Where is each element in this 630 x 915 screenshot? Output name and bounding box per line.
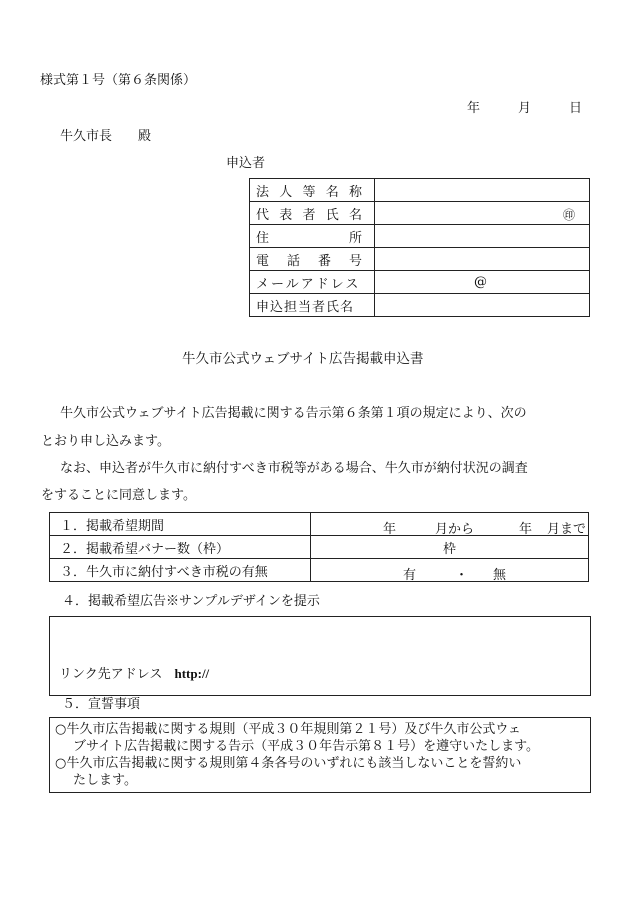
- date-year-label: 年: [467, 101, 481, 116]
- details-row-tax: [50, 559, 589, 582]
- representative-name-label: [250, 202, 375, 225]
- date-day-label: 日: [569, 101, 583, 116]
- link-address-label: リンク先アドレス: [59, 667, 163, 682]
- link-address-value[interactable]: http://: [174, 666, 210, 681]
- label-char: 所: [348, 230, 362, 246]
- details-row-banner-count: [50, 536, 589, 559]
- representative-name-field[interactable]: [375, 202, 590, 225]
- pledge-item: [55, 721, 539, 789]
- label-char: 等: [302, 184, 316, 200]
- period-field[interactable]: [311, 513, 589, 536]
- pledge-item-line: ブサイト広告掲載に関する告示（平成３０年告示第８１号）を遵守いたします。: [73, 739, 540, 754]
- date-month-label: 月: [518, 101, 532, 116]
- applicant-label: 申込者: [226, 156, 266, 171]
- email-label: メールアドレス: [250, 271, 375, 294]
- address-label: [250, 225, 375, 248]
- separator-dot: ・: [455, 568, 469, 583]
- phone-number-field[interactable]: [375, 248, 590, 271]
- applicant-row-corporation: [250, 179, 590, 202]
- phone-number-label: [250, 248, 375, 271]
- corporation-name-field[interactable]: [375, 179, 590, 202]
- pledge-item-line: ○牛久市広告掲載に関する規則第４条各号のいずれにも該当しないことを誓約い: [55, 756, 522, 771]
- contact-person-label: 申込担当者氏名: [250, 294, 375, 317]
- tax-status-label: ３．牛久市に納付すべき市税の有無: [50, 559, 311, 582]
- banner-count-field[interactable]: 枠: [311, 536, 589, 559]
- pledge-item-line: たします。: [73, 773, 137, 788]
- body-line-3: なお、申込者が牛久市に納付すべき市税等がある場合、牛久市が納付状況の調査: [60, 461, 528, 476]
- details-table: [49, 512, 589, 582]
- label-char: 人: [279, 184, 293, 200]
- applicant-table: [249, 178, 590, 317]
- form-number: 様式第１号（第６条関係）: [40, 73, 197, 88]
- period-month-from: 月から: [435, 522, 475, 537]
- section4-label: ４．掲載希望広告※サンプルデザインを提示: [62, 594, 320, 609]
- tax-yes-option[interactable]: 有: [403, 568, 417, 583]
- body-line-2: とおり申し込みます。: [41, 434, 170, 449]
- addressee: 牛久市長 殿: [60, 129, 152, 144]
- label-char: 番: [317, 253, 331, 269]
- period-month-to: 月まで: [547, 522, 587, 537]
- sample-design-box[interactable]: [49, 616, 591, 696]
- label-char: 表: [279, 207, 293, 223]
- email-field[interactable]: [375, 271, 590, 294]
- period-year-from: 年: [383, 522, 397, 537]
- applicant-row-address: [250, 225, 590, 248]
- address-field[interactable]: [375, 225, 590, 248]
- applicant-row-contact-person: [250, 294, 590, 317]
- pledge-item-line: ○牛久市広告掲載に関する規則（平成３０年規則第２１号）及び牛久市公式ウェ: [55, 722, 521, 737]
- seal-mark-icon: ㊞: [562, 208, 575, 222]
- period-year-to: 年: [519, 522, 533, 537]
- period-label: １．掲載希望期間: [50, 513, 311, 536]
- banner-count-label: ２．掲載希望バナー数（枠）: [50, 536, 311, 559]
- link-address-row: [59, 667, 209, 681]
- contact-person-field[interactable]: [375, 294, 590, 317]
- label-char: 住: [256, 230, 270, 246]
- body-line-1: 牛久市公式ウェブサイト広告掲載に関する告示第６条第１項の規定により、次の: [60, 406, 527, 421]
- label-char: 名: [348, 207, 362, 223]
- applicant-row-representative: [250, 202, 590, 225]
- label-char: 話: [286, 253, 300, 269]
- section5-label: ５．宣誓事項: [62, 697, 141, 712]
- details-row-period: [50, 513, 589, 536]
- label-char: 氏: [325, 207, 339, 223]
- label-char: 電: [256, 253, 270, 269]
- label-char: 法: [256, 184, 270, 200]
- label-char: 称: [348, 184, 362, 200]
- document-title: 牛久市公式ウェブサイト広告掲載申込書: [182, 351, 424, 367]
- applicant-row-phone: [250, 248, 590, 271]
- corporation-name-label: [250, 179, 375, 202]
- at-sign: @: [474, 275, 487, 290]
- tax-no-option[interactable]: 無: [493, 568, 507, 583]
- pledge-box: [49, 717, 591, 793]
- label-char: 者: [302, 207, 316, 223]
- tax-status-field[interactable]: [311, 559, 589, 582]
- label-char: 号: [348, 253, 362, 269]
- applicant-row-email: [250, 271, 590, 294]
- label-char: 名: [325, 184, 339, 200]
- body-line-4: をすることに同意します。: [41, 488, 196, 503]
- label-char: 代: [256, 207, 270, 223]
